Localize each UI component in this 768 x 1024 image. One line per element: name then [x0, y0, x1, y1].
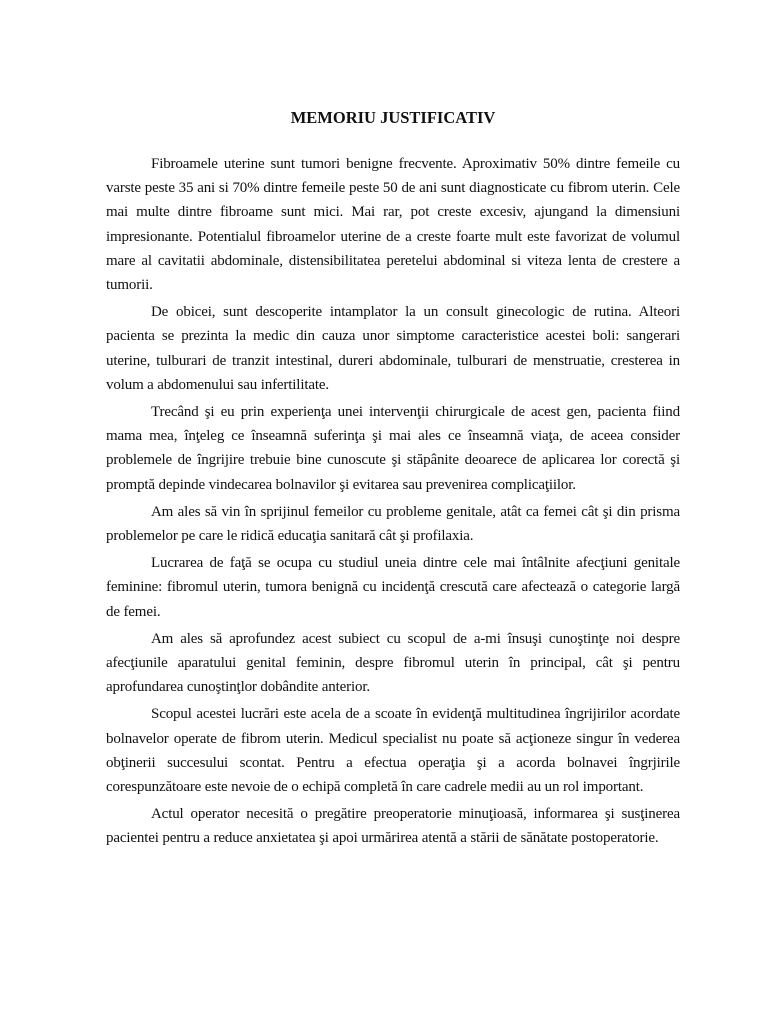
paragraph-8: Actul operator necesită o pregătire preoperatorie minuţioasă, informarea şi susţinerea pacientei pentru a reduce anxietatea şi apoi urmărirea atentă a stării de sănătate postoperatorie. — [106, 806, 680, 847]
document-title: MEMORIU JUSTIFICATIV — [290, 108, 496, 127]
paragraph-4: Am ales să vin în sprijinul femeilor cu probleme genitale, atât ca femei cât şi din prisma problemelor pe care le ridică educaţia sanitară cât şi profilaxia. — [106, 503, 680, 545]
paragraph-7: Scopul acestei lucrări este acela de a scoate în evidenţă multitudinea îngrijirilor acordate bolnavelor operate de fibrom uterin. Medicul specialist nu poate să acţioneze singur în vederea obţinerii succesului scontat. Pentru a efectua operaţia şi a acorda bolnavei îngrjirile corespunzătoare este nevoie de o echipă completă în care cadrele medii au un rol important. — [106, 706, 680, 796]
paragraph-5: Lucrarea de faţă se ocupa cu studiul uneia dintre cele mai întâlnite afecţiuni genitale feminine: fibromul uterin, tumora benignă cu incidenţă crescută care afectează o categorie largă de femei. — [106, 555, 680, 620]
paragraph-2: De obicei, sunt descoperite intamplator la un consult ginecologic de rutina. Alteori pacienta se prezinta la medic din cauza unor simptome caracteristice acestei boli: sangerari uterine, tulburari de tranzit intestinal, dureri abdominale, tulburari de menstruatie, cresterea in volum a abdomenului sau infertilitate. — [106, 304, 680, 393]
paragraph-3: Trecând şi eu prin experienţa unei intervenţii chirurgicale de acest gen, pacienta fiind mama mea, înţeleg ce înseamnă suferinţa şi mai ales ce înseamnă viaţa, de aceea consider problemele de îngrijire trebuie bine cunoscute şi stăpânite deoarece de aplicarea lor corectă şi promptă depinde vindecarea bolnavilor şi evitarea sau prevenirea complicaţiilor. — [106, 404, 680, 493]
paragraph-6: Am ales să aprofundez acest subiect cu scopul de a-mi însuşi cunoştinţe noi despre afecţiunile aparatului genital feminin, despre fibromul uterin în principal, cât şi pentru aprofundarea cunoştinţlor dobândite anterior. — [106, 630, 680, 696]
paragraph-1: Fibroamele uterine sunt tumori benigne frecvente. Aproximativ 50% dintre femeile cu varste peste 35 ani si 70% dintre femeile peste 50 de ani sunt diagnosticate cu fibrom uterin. Cele mai multe dintre fibroame sunt mici. Mai rar, pot creste excesiv, ajungand la dimensiuni impresionante. Potentialul fibroamelor uterine de a creste foarte mult este favorizat de volumul mare al cavitatii abdominale, distensibilitatea peretelui abdominal si viteza lenta de crestere a tumorii. — [106, 156, 680, 294]
